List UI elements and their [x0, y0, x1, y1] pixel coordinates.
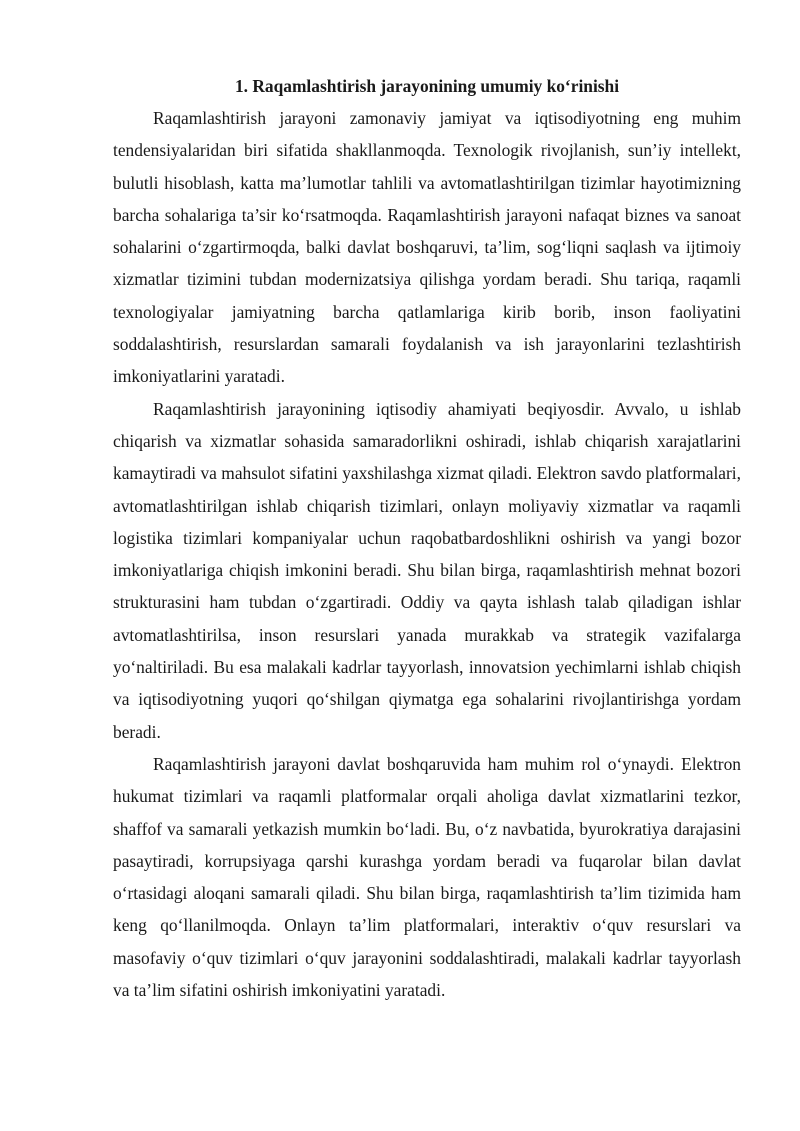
section-title: 1. Raqamlashtirish jarayonining umumiy ko‘rinishi [234, 76, 620, 96]
paragraph-intro: Raqamlashtirish jarayoni zamonaviy jamiyat va iqtisodiyotning eng muhim tendensiyalaridan biri sifatida shakllanmoqda. Texnologik rivojlanish, sun’iy intellekt, bulutli hisoblash, katta ma’lumotlar tahlili va avtomatlashtirilgan tizimlar hayotimizning barcha sohalariga ta’sir ko‘rsatmoqda. Raqamlashtirish jarayoni nafaqat biznes va sanoat sohalarini o‘zgartirmoqda, balki davlat boshqaruvi, ta’lim, sog‘liqni saqlash va ijtimoiy xizmatlar tizimini tubdan modernizatsiya qilishga yordam beradi. Shu tariqa, raqamli texnologiyalar jamiyatning barcha qatlamlariga kirib borib, inson faoliyatini soddalashtirish, resurslardan samarali foydalanish va ish jarayonlarini tezlashtirish imkoniyatlarini yaratadi. [113, 108, 741, 387]
page-content [113, 70, 741, 1006]
paragraph-governance: Raqamlashtirish jarayoni davlat boshqaruvida ham muhim rol o‘ynaydi. Elektron hukumat tizimlari va raqamli platformalar orqali aholiga davlat xizmatlarini tezkor, shaffof va samarali yetkazish mumkin bo‘ladi. Bu, o‘z navbatida, byurokratiya darajasini pasaytiradi, korrupsiyaga qarshi kurashga yordam beradi va fuqarolar bilan davlat o‘rtasidagi aloqani samarali qiladi. Shu bilan birga, raqamlashtirish ta’lim tizimida ham keng qo‘llanilmoqda. Onlayn ta’lim platformalari, interaktiv o‘quv resurslari va masofaviy o‘quv tizimlari o‘quv jarayonini soddalashtiradi, malakali kadrlar tayyorlash va ta’lim sifatini oshirish imkoniyatini yaratadi. [113, 753, 741, 1001]
paragraph-economic: Raqamlashtirish jarayonining iqtisodiy ahamiyati beqiyosdir. Avvalo, u ishlab chiqarish va xizmatlar sohasida samaradorlikni oshiradi, ishlab chiqarish xarajatlarini kamaytiradi va mahsulot sifatini yaxshilashga xizmat qiladi. Elektron savdo platformalari, avtomatlashtirilgan ishlab chiqarish tizimlari, onlayn moliyaviy xizmatlar va raqamli logistika tizimlari kompaniyalar uchun raqobatbardoshlikni oshirish va yangi bozor imkoniyatlariga chiqish imkonini beradi. Shu bilan birga, raqamlashtirish mehnat bozori strukturasini ham tubdan o‘zgartiradi. Oddiy va qayta ishlash talab qiladigan ishlar avtomatlashtirilsa, inson resurslari yanada murakkab va strategik vazifalarga yo‘naltiriladi. Bu esa malakali kadrlar tayyorlash, innovatsion yechimlarni ishlab chiqish va iqtisodiyotning yuqori qo‘shilgan qiymatga ega sohalarini rivojlantirishga yordam beradi. [113, 398, 741, 742]
